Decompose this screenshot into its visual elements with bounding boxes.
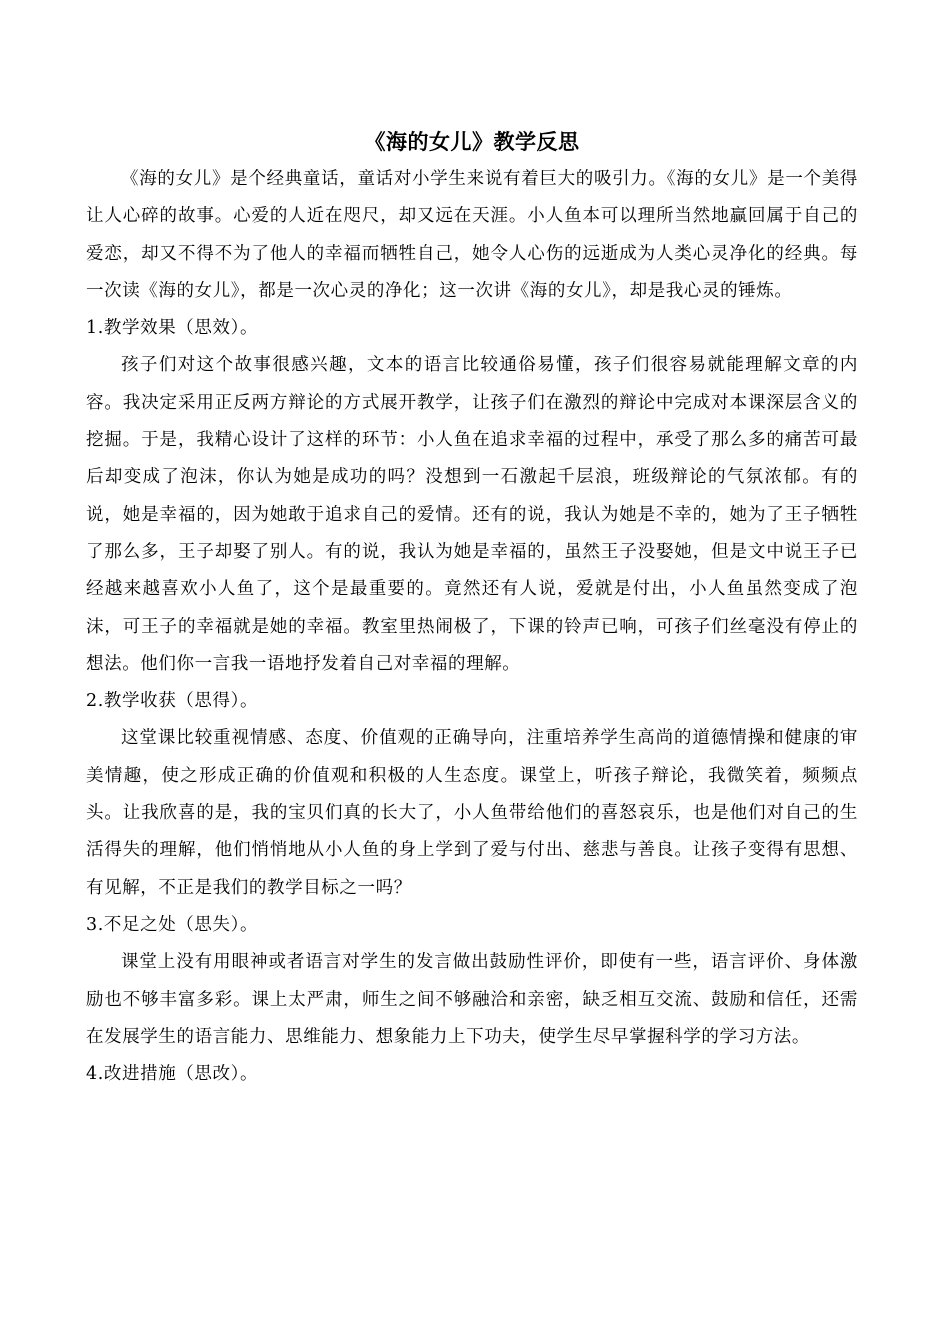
document-page: [86, 125, 858, 1093]
section-body-effect: 孩子们对这个故事很感兴趣，文本的语言比较通俗易懂，孩子们很容易就能理解文章的内容。我决定采用正反两方辩论的方式展开教学，让孩子们在激烈的辩论中完成对本课深层含义的挖掘。于是，我精心设计了这样的环节：小人鱼在追求幸福的过程中，承受了那么多的痛苦可最后却变成了泡沫，你认为她是成功的吗？没想到一石激起千层浪，班级辩论的气氛浓郁。有的说，她是幸福的，因为她敢于追求自己的爱情。还有的说，我认为她是不幸的，她为了王子牺牲了那么多，王子却娶了别人。有的说，我认为她是幸福的，虽然王子没娶她，但是文中说王子已经越来越喜欢小人鱼了，这个是最重要的。竟然还有人说，爱就是付出，小人鱼虽然变成了泡沫，可王子的幸福就是她的幸福。教室里热闹极了，下课的铃声已响，可孩子们丝毫没有停止的想法。他们你一言我一语地抒发着自己对幸福的理解。: [86, 355, 858, 674]
section-body-gains: 这堂课比较重视情感、态度、价值观的正确导向，注重培养学生高尚的道德情操和健康的审美情趣，使之形成正确的价值观和积极的人生态度。课堂上，听孩子辩论，我微笑着，频频点头。让我欣喜的是，我的宝贝们真的长大了，小人鱼带给他们的喜怒哀乐，也是他们对自己的生活得失的理解，他们悄悄地从小人鱼的身上学到了爱与付出、慈悲与善良。让孩子变得有思想、有见解，不正是我们的教学目标之一吗？: [86, 728, 858, 898]
section-heading-gains: 2.教学收获（思得）。: [86, 691, 259, 712]
section-heading-improvements: 4.改进措施（思改）。: [86, 1064, 259, 1085]
section-heading-shortcomings: 3.不足之处（思失）。: [86, 914, 259, 935]
section-body-shortcomings: 课堂上没有用眼神或者语言对学生的发言做出鼓励性评价，即使有一些，语言评价、身体激励也不够丰富多彩。课上太严肃，师生之间不够融洽和亲密，缺乏相互交流、鼓励和信任，还需在发展学生的语言能力、思维能力、想象能力上下功夫，使学生尽早掌握科学的学习方法。: [86, 952, 858, 1047]
section-heading-effect: 1.教学效果（思效）。: [86, 318, 259, 339]
document-title: 《海的女儿》教学反思: [364, 130, 580, 154]
intro-paragraph: 《海的女儿》是个经典童话，童话对小学生来说有着巨大的吸引力。《海的女儿》是一个美得让人心碎的故事。心爱的人近在咫尺，却又远在天涯。小人鱼本可以理所当然地赢回属于自己的爱恋，却又不得不为了他人的幸福而牺牲自己，她令人心伤的远逝成为人类心灵净化的经典。每一次读《海的女儿》，都是一次心灵的净化；这一次讲《海的女儿》，却是我心灵的锤炼。: [86, 169, 858, 301]
